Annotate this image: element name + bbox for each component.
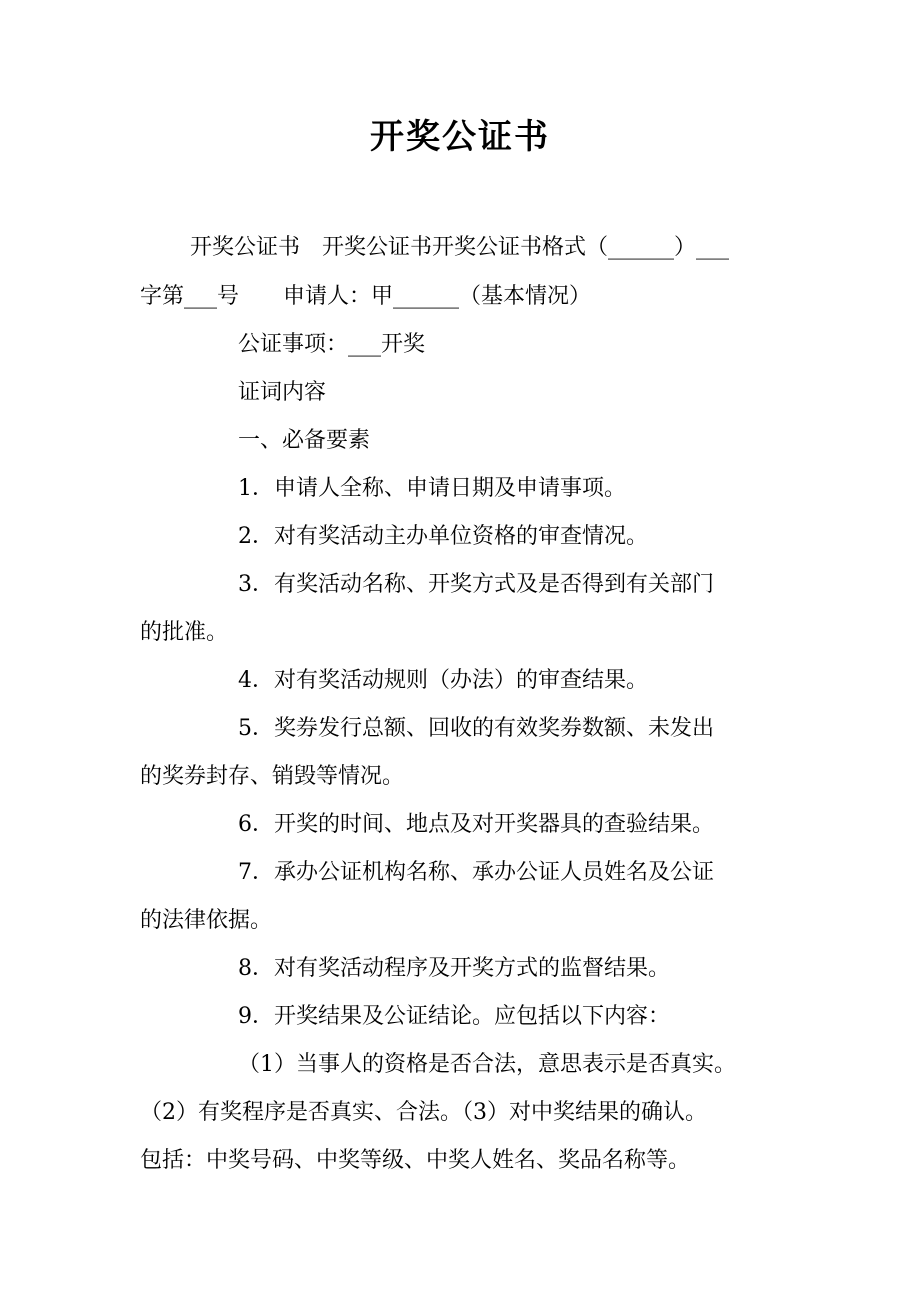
document-title: 开奖公证书: [370, 117, 550, 157]
notary-matter-line: 公证事项：___开奖: [238, 332, 426, 357]
list-item-8: 8．对有奖活动程序及开奖方式的监督结果。: [238, 956, 670, 981]
list-item-1: 1．申请人全称、申请日期及申请事项。: [238, 476, 626, 501]
list-item-3: 3．有奖活动名称、开奖方式及是否得到有关部门: [238, 572, 714, 597]
section-heading-testimony: 证词内容: [238, 380, 327, 405]
list-item-3-continued: 的批准。: [140, 620, 229, 645]
list-item-9: 9．开奖结果及公证结论。应包括以下内容：: [238, 1004, 670, 1029]
list-item-2: 2．对有奖活动主办单位资格的审查情况。: [238, 524, 648, 549]
list-item-5: 5．奖券发行总额、回收的有效奖券数额、未发出: [238, 716, 714, 741]
body-line-1: 开奖公证书 开奖公证书开奖公证书格式（______）___: [190, 235, 730, 260]
list-item-4: 4．对有奖活动规则（办法）的审查结果。: [238, 668, 648, 693]
sub-item-details: 包括：中奖号码、中奖等级、中奖人姓名、奖品名称等。: [140, 1148, 691, 1173]
sub-item-1: （1）当事人的资格是否合法，意思表示是否真实。: [238, 1052, 736, 1077]
list-item-6: 6．开奖的时间、地点及对开奖器具的查验结果。: [238, 812, 714, 837]
section-heading-required-elements: 一、必备要素: [238, 428, 371, 453]
list-item-5-continued: 的奖券封存、销毁等情况。: [140, 764, 405, 789]
list-item-7: 7．承办公证机构名称、承办公证人员姓名及公证: [238, 860, 714, 885]
body-line-2: 字第___号 申请人：甲______（基本情况）: [140, 284, 592, 309]
list-item-7-continued: 的法律依据。: [140, 908, 273, 933]
sub-items-2-3: （2）有奖程序是否真实、合法。（3）对中奖结果的确认。: [140, 1100, 707, 1125]
